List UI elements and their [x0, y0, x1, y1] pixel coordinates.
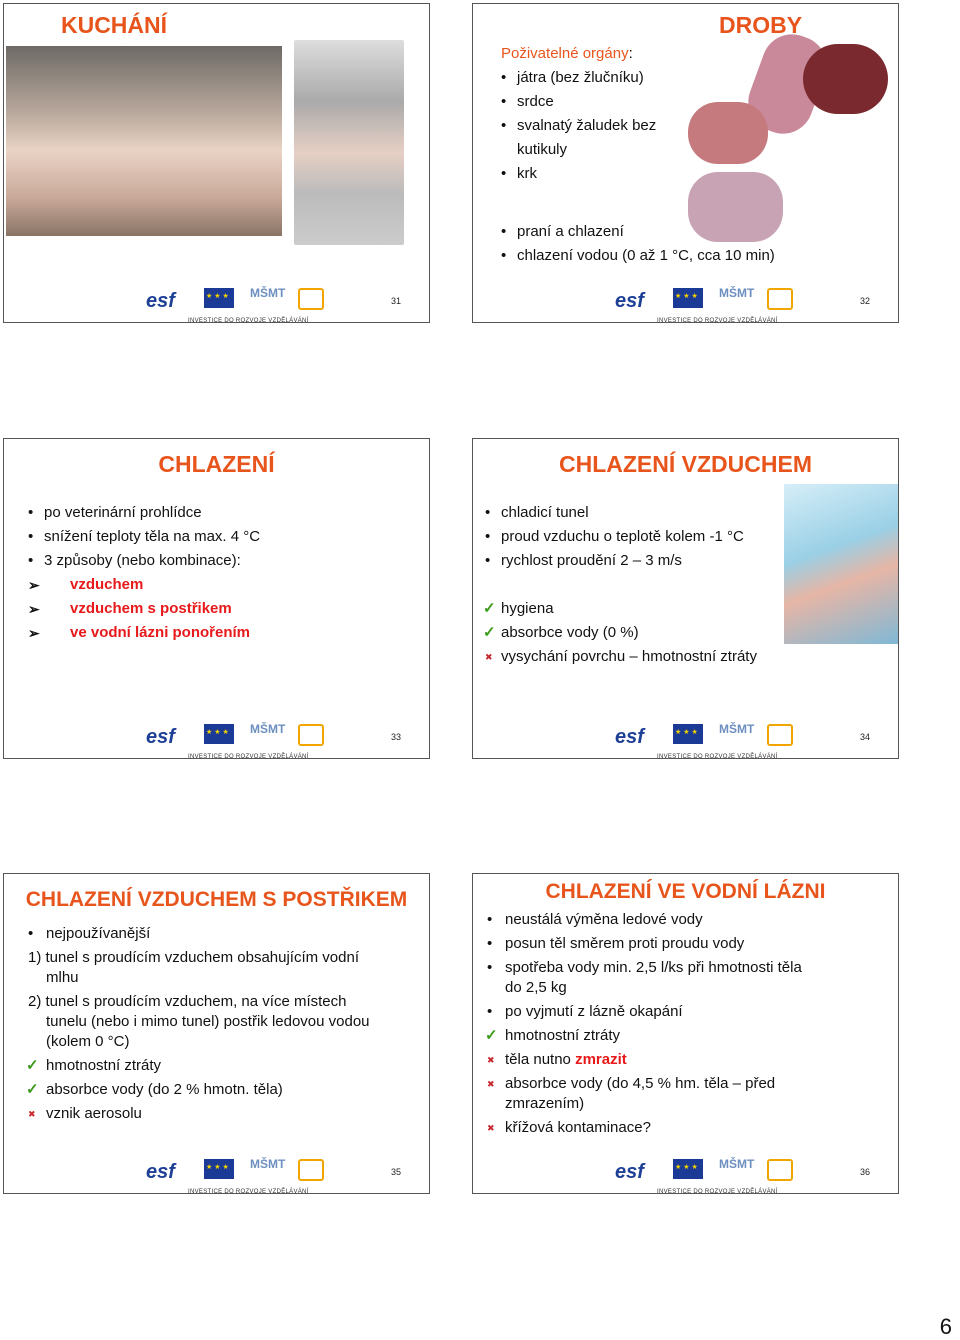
op-logo-icon — [767, 288, 793, 310]
esf-logo: esf — [615, 1161, 644, 1183]
method-item: ➢ vzduchem s postřikem — [28, 597, 418, 621]
slide-footer — [4, 282, 429, 322]
slide-footer — [473, 1153, 898, 1193]
numbered-item-continued: tunelu (nebo i mimo tunel) postřik ledovou vodou — [46, 1013, 370, 1030]
subtitle: Poživatelné orgány: — [501, 45, 633, 62]
eu-flag-icon — [673, 1159, 703, 1179]
op-logo-icon — [298, 1159, 324, 1181]
slide-32 — [472, 3, 899, 323]
pro-item: ✓ hygiena — [485, 597, 895, 621]
list-item: • snížení teploty těla na max. 4 °C — [28, 525, 418, 549]
con-item: ✖ těla nutno zmrazit — [487, 1050, 887, 1070]
slide-36 — [472, 873, 899, 1194]
list-item: • nejpoužívanější — [28, 924, 413, 944]
investice-text: INVESTICE DO ROZVOJE VZDĚLÁVÁNÍ — [657, 318, 778, 323]
list-item: • chladicí tunel — [485, 501, 895, 525]
logos — [146, 722, 336, 759]
numbered-item: 1) tunel s proudícím vzduchem obsahujícím vodní — [28, 949, 359, 966]
slide-content — [28, 501, 418, 645]
list-item: • 3 způsoby (nebo kombinace): — [28, 549, 418, 573]
esf-logo: esf — [146, 1161, 175, 1183]
highlight-zmrazit: zmrazit — [575, 1051, 627, 1068]
msmt-logo: MŠMT — [250, 1157, 286, 1171]
list-item: • krk — [501, 162, 731, 186]
con-item: ✖ vysychání povrchu – hmotnostní ztráty — [485, 645, 895, 669]
poultry-line-photo — [6, 46, 282, 236]
list-item: • praní a chlazení — [501, 220, 731, 244]
list-item: • srdce — [501, 90, 731, 114]
slide-footer — [4, 718, 429, 758]
investice-text: INVESTICE DO ROZVOJE VZDĚLÁVÁNÍ — [657, 1189, 778, 1194]
numbered-item: 2) tunel s proudícím vzduchem, na více místech — [28, 993, 347, 1010]
esf-logo: esf — [615, 290, 644, 312]
pro-item: ✓ absorbce vody (0 %) — [485, 621, 895, 645]
slide-title: CHLAZENÍ — [158, 451, 275, 477]
esf-logo: esf — [615, 726, 644, 748]
eu-flag-icon — [204, 1159, 234, 1179]
list-item-continued: kutikuly — [517, 141, 568, 158]
slide-title: CHLAZENÍ VZDUCHEM S POSTŘIKEM — [25, 888, 408, 911]
slide-number: 31 — [390, 296, 401, 306]
numbered-item-continued: mlhu — [46, 969, 79, 986]
msmt-logo: MŠMT — [719, 286, 755, 300]
esf-logo: esf — [146, 726, 175, 748]
pro-item: ✓ hmotnostní ztráty — [28, 1056, 413, 1076]
eu-flag-icon — [204, 288, 234, 308]
investice-text: INVESTICE DO ROZVOJE VZDĚLÁVÁNÍ — [657, 754, 778, 759]
con-item: ✖ křížová kontaminace? — [487, 1118, 887, 1138]
list-item: • spotřeba vody min. 2,5 l/ks při hmotnosti těla — [487, 958, 887, 978]
slide-title: KUCHÁNÍ — [60, 12, 168, 38]
op-logo-icon — [298, 288, 324, 310]
list-item: • neustálá výměna ledové vody — [487, 910, 887, 930]
list-item: • rychlost proudění 2 – 3 m/s — [485, 549, 895, 573]
eu-flag-icon — [673, 724, 703, 744]
slide-title: DROBY — [718, 12, 803, 38]
method-item: ➢ ve vodní lázni ponořením — [28, 621, 418, 645]
list-item: • proud vzduchu o teplotě kolem -1 °C — [485, 525, 895, 549]
eu-flag-icon — [673, 288, 703, 308]
slide-number: 36 — [859, 1167, 870, 1177]
investice-text: INVESTICE DO ROZVOJE VZDĚLÁVÁNÍ — [188, 754, 309, 759]
slide-content — [487, 910, 887, 1138]
investice-text: INVESTICE DO ROZVOJE VZDĚLÁVÁNÍ — [188, 1189, 309, 1194]
logos — [615, 722, 805, 759]
esf-logo: esf — [146, 290, 175, 312]
slide-footer — [473, 282, 898, 322]
list-item: • chlazení vodou (0 až 1 °C, cca 10 min) — [501, 244, 837, 268]
list-item: • po vyjmutí z lázně okapání — [487, 1002, 887, 1022]
list-item: • játra (bez žlučníku) — [501, 66, 731, 90]
slide-number: 34 — [859, 732, 870, 742]
logos — [146, 1157, 336, 1194]
slide-number: 33 — [390, 732, 401, 742]
list-item-continued: do 2,5 kg — [505, 979, 567, 996]
slide-footer — [473, 718, 898, 758]
slide-33 — [3, 438, 430, 759]
slide-number: 32 — [859, 296, 870, 306]
msmt-logo: MŠMT — [250, 286, 286, 300]
pro-item: ✓ absorbce vody (do 2 % hmotn. těla) — [28, 1080, 413, 1100]
slide-content — [501, 42, 775, 268]
numbered-item-continued: (kolem 0 °C) — [46, 1033, 130, 1050]
logos — [146, 286, 336, 323]
con-item-continued: zmrazením) — [505, 1095, 585, 1112]
op-logo-icon — [298, 724, 324, 746]
op-logo-icon — [767, 724, 793, 746]
pro-item: ✓ hmotnostní ztráty — [487, 1026, 887, 1046]
slide-31 — [3, 3, 430, 323]
list-item: • po veterinární prohlídce — [28, 501, 418, 525]
slide-title: CHLAZENÍ VE VODNÍ LÁZNI — [545, 880, 826, 903]
slide-number: 35 — [390, 1167, 401, 1177]
con-item: ✖ vznik aerosolu — [28, 1104, 413, 1124]
evisceration-machine-photo — [294, 40, 404, 245]
logos — [615, 1157, 805, 1194]
eu-flag-icon — [204, 724, 234, 744]
msmt-logo: MŠMT — [250, 722, 286, 736]
slide-title: CHLAZENÍ VZDUCHEM — [559, 451, 812, 477]
slide-34 — [472, 438, 899, 759]
method-item: ➢ vzduchem — [28, 573, 418, 597]
slide-footer — [4, 1153, 429, 1193]
investice-text: INVESTICE DO ROZVOJE VZDĚLÁVÁNÍ — [188, 318, 309, 323]
page-number: 6 — [939, 1314, 952, 1339]
con-item: ✖ absorbce vody (do 4,5 % hm. těla – před — [487, 1074, 887, 1094]
op-logo-icon — [767, 1159, 793, 1181]
msmt-logo: MŠMT — [719, 1157, 755, 1171]
list-item: • posun těl směrem proti proudu vody — [487, 934, 887, 954]
list-item: • svalnatý žaludek bez — [501, 114, 731, 138]
slide-35 — [3, 873, 430, 1194]
logos — [615, 286, 805, 323]
organ-photo-liver — [803, 44, 888, 114]
slide-content — [485, 501, 895, 669]
slide-content — [28, 924, 413, 1124]
msmt-logo: MŠMT — [719, 722, 755, 736]
